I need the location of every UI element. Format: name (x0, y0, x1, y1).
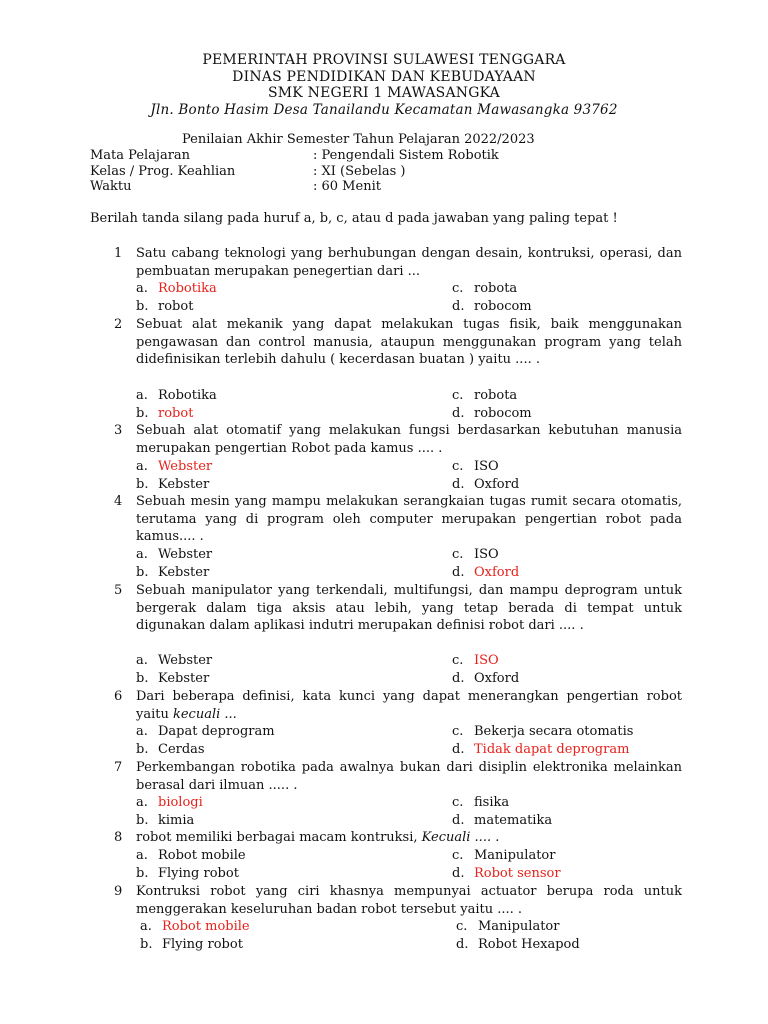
option-b[interactable]: b. Flying robot (140, 937, 243, 952)
option-text: ISO (474, 459, 499, 474)
option-text: ISO (474, 547, 499, 562)
question-number: 7 (114, 760, 123, 775)
option-text: robot (158, 299, 194, 314)
question-text-emphasis: Kecuali .... . (421, 830, 500, 845)
option-a[interactable]: a. Robotika (136, 281, 217, 296)
option-d[interactable]: d. Robot sensor (452, 866, 561, 881)
info-label: Waktu (90, 179, 132, 195)
option-text: Flying robot (158, 866, 239, 881)
option-text: Kebster (158, 565, 210, 580)
question-number: 2 (114, 317, 123, 332)
option-d[interactable]: d. Robot Hexapod (456, 937, 580, 952)
option-d[interactable]: d. Oxford (452, 477, 520, 492)
option-text: Bekerja secara otomatis (474, 724, 634, 739)
question-number: 9 (114, 884, 123, 899)
option-text: Oxford (474, 477, 520, 492)
exam-info (90, 147, 690, 194)
info-label: Kelas / Prog. Keahlian (90, 163, 236, 179)
option-text: Robotika (158, 281, 217, 296)
option-text: Robot mobile (158, 848, 246, 863)
option-a[interactable]: a. Robotika (136, 388, 217, 403)
option-b[interactable]: b. kimia (136, 813, 195, 828)
option-text: robota (474, 388, 518, 403)
option-b[interactable]: b. Flying robot (136, 866, 239, 881)
option-b[interactable]: b. Kebster (136, 565, 210, 580)
question-text: Sebuat alat mekanik yang dapat melakukan tugas fisik, baik menggunakan pengawasan dan control manusia, ataupun menggunakan program yang telah didefinisikan terlebih dahulu ( kecerdasan buatan ) yaitu .... . (136, 317, 682, 368)
info-value: : Pengendali Sistem Robotik (313, 148, 499, 163)
question-text: Sebuah manipulator yang terkendali, multifungsi, dan mampu deprogram untuk bergerak dalam tiga aksis atau lebih, yang tetap berada di tempat untuk digunakan dalam aplikasi indutri merupakan definisi robot dari .... . (136, 583, 682, 634)
option-c[interactable]: c. ISO (452, 459, 499, 474)
option-c[interactable]: c. Bekerja secara otomatis (452, 724, 634, 739)
question-number: 5 (114, 583, 123, 598)
option-b[interactable]: b. Kebster (136, 477, 210, 492)
question-number: 1 (114, 246, 123, 261)
option-text: Kebster (158, 671, 210, 686)
option-c[interactable]: c. robota (452, 388, 518, 403)
option-c[interactable]: c. Manipulator (452, 848, 556, 863)
question-text: Sebuah mesin yang mampu melakukan serangkaian tugas rumit secara otomatis, terutama yang di program oleh computer merupakan pengertian robot pada kamus.... . (136, 494, 682, 545)
option-text: Webster (158, 459, 213, 474)
option-text: Kebster (158, 477, 210, 492)
header-line-office: DINAS PENDIDIKAN DAN KEBUDAYAAN (232, 68, 536, 85)
option-a[interactable]: a. Webster (136, 547, 213, 562)
question-number: 6 (114, 689, 123, 704)
option-text: Webster (158, 547, 213, 562)
letterhead (0, 52, 768, 118)
option-text: robocom (474, 406, 532, 421)
option-text: Robotika (158, 388, 217, 403)
option-text: Manipulator (478, 919, 560, 934)
option-b[interactable]: b. robot (136, 299, 194, 314)
option-text: Robot sensor (474, 866, 561, 881)
option-a[interactable]: a. Dapat deprogram (136, 724, 275, 739)
option-a[interactable]: a. biologi (136, 795, 203, 810)
option-text: Cerdas (158, 742, 205, 757)
question-text: Satu cabang teknologi yang berhubungan dengan desain, kontruksi, operasi, dan pembuatan merupakan penegertian dari ... (136, 246, 682, 279)
option-text: robocom (474, 299, 532, 314)
option-text: robota (474, 281, 518, 296)
option-d[interactable]: d. Tidak dapat deprogram (452, 742, 630, 757)
option-text: Flying robot (162, 937, 243, 952)
header-line-school: SMK NEGERI 1 MAWASANGKA (267, 85, 500, 101)
header-line-province: PEMERINTAH PROVINSI SULAWESI TENGGARA (202, 52, 566, 68)
option-text: biologi (158, 795, 203, 810)
question-text-emphasis: kecuali ... (172, 706, 237, 722)
instruction-text: Berilah tanda silang pada huruf a, b, c, atau d pada jawaban yang paling tepat ! (90, 211, 618, 226)
info-label: Mata Pelajaran (90, 148, 191, 163)
exam-title: Penilaian Akhir Semester Tahun Pelajaran 2022/2023 (182, 132, 535, 147)
option-a[interactable]: a. Robot mobile (136, 848, 246, 863)
option-d[interactable]: d. Oxford (452, 565, 520, 580)
option-c[interactable]: c. ISO (452, 547, 499, 562)
option-text: Robot Hexapod (478, 937, 580, 952)
option-a[interactable]: a. Robot mobile (140, 919, 250, 934)
option-text: ISO (474, 653, 499, 668)
option-d[interactable]: d. robocom (452, 406, 532, 421)
question-number: 8 (114, 830, 123, 845)
info-value: : 60 Menit (313, 179, 381, 195)
option-a[interactable]: a. Webster (136, 653, 213, 668)
info-row-subject (90, 147, 690, 163)
option-text: Dapat deprogram (158, 724, 275, 739)
question-text: Kontruksi robot yang ciri khasnya mempunyai actuator berupa roda untuk menggerakan keseluruhan badan robot tersebut yaitu .... . (136, 884, 682, 917)
question-text-main: Dari beberapa definisi, kata kunci yang dapat menerangkan pengertian robot yaitu (136, 689, 682, 722)
header-address: Jln. Bonto Hasim Desa Tanailandu Kecamatan Mawasangka 93762 (150, 101, 618, 118)
option-text: Webster (158, 653, 213, 668)
option-text: Manipulator (474, 848, 556, 863)
question-text (136, 688, 682, 723)
option-b[interactable]: b. robot (136, 406, 194, 421)
option-d[interactable]: d. Oxford (452, 671, 520, 686)
option-text: robot (158, 406, 194, 421)
question-number: 4 (114, 494, 123, 509)
option-text: Oxford (474, 671, 520, 686)
option-c[interactable]: c. robota (452, 281, 518, 296)
info-value: : XI (Sebelas ) (313, 163, 406, 179)
option-b[interactable]: b. Cerdas (136, 742, 205, 757)
option-text: Robot mobile (162, 919, 250, 934)
question-text: Perkembangan robotika pada awalnya bukan dari disiplin elektronika melainkan berasal dari ilmuan ..... . (136, 760, 682, 793)
option-c[interactable]: c. Manipulator (456, 919, 560, 934)
option-text: Oxford (474, 565, 520, 580)
info-row-class (90, 163, 690, 179)
question-text: Sebuah alat otomatif yang melakukan fungsi berdasarkan kebutuhan manusia merupakan pengertian Robot pada kamus .... . (136, 423, 682, 456)
option-d[interactable]: d. robocom (452, 299, 532, 314)
option-b[interactable]: b. Kebster (136, 671, 210, 686)
option-c[interactable]: c. ISO (452, 653, 499, 668)
option-text: Tidak dapat deprogram (474, 742, 630, 757)
question-number: 3 (114, 423, 123, 438)
option-d[interactable]: d. matematika (452, 813, 553, 828)
info-row-time (90, 178, 690, 194)
question-text-main: robot memiliki berbagai macam kontruksi, (136, 830, 422, 845)
option-c[interactable]: c. fisika (452, 795, 510, 810)
question-text (136, 829, 682, 847)
option-text: fisika (474, 795, 510, 810)
option-text: matematika (474, 813, 553, 828)
option-text: kimia (158, 813, 195, 828)
option-a[interactable]: a. Webster (136, 459, 213, 474)
